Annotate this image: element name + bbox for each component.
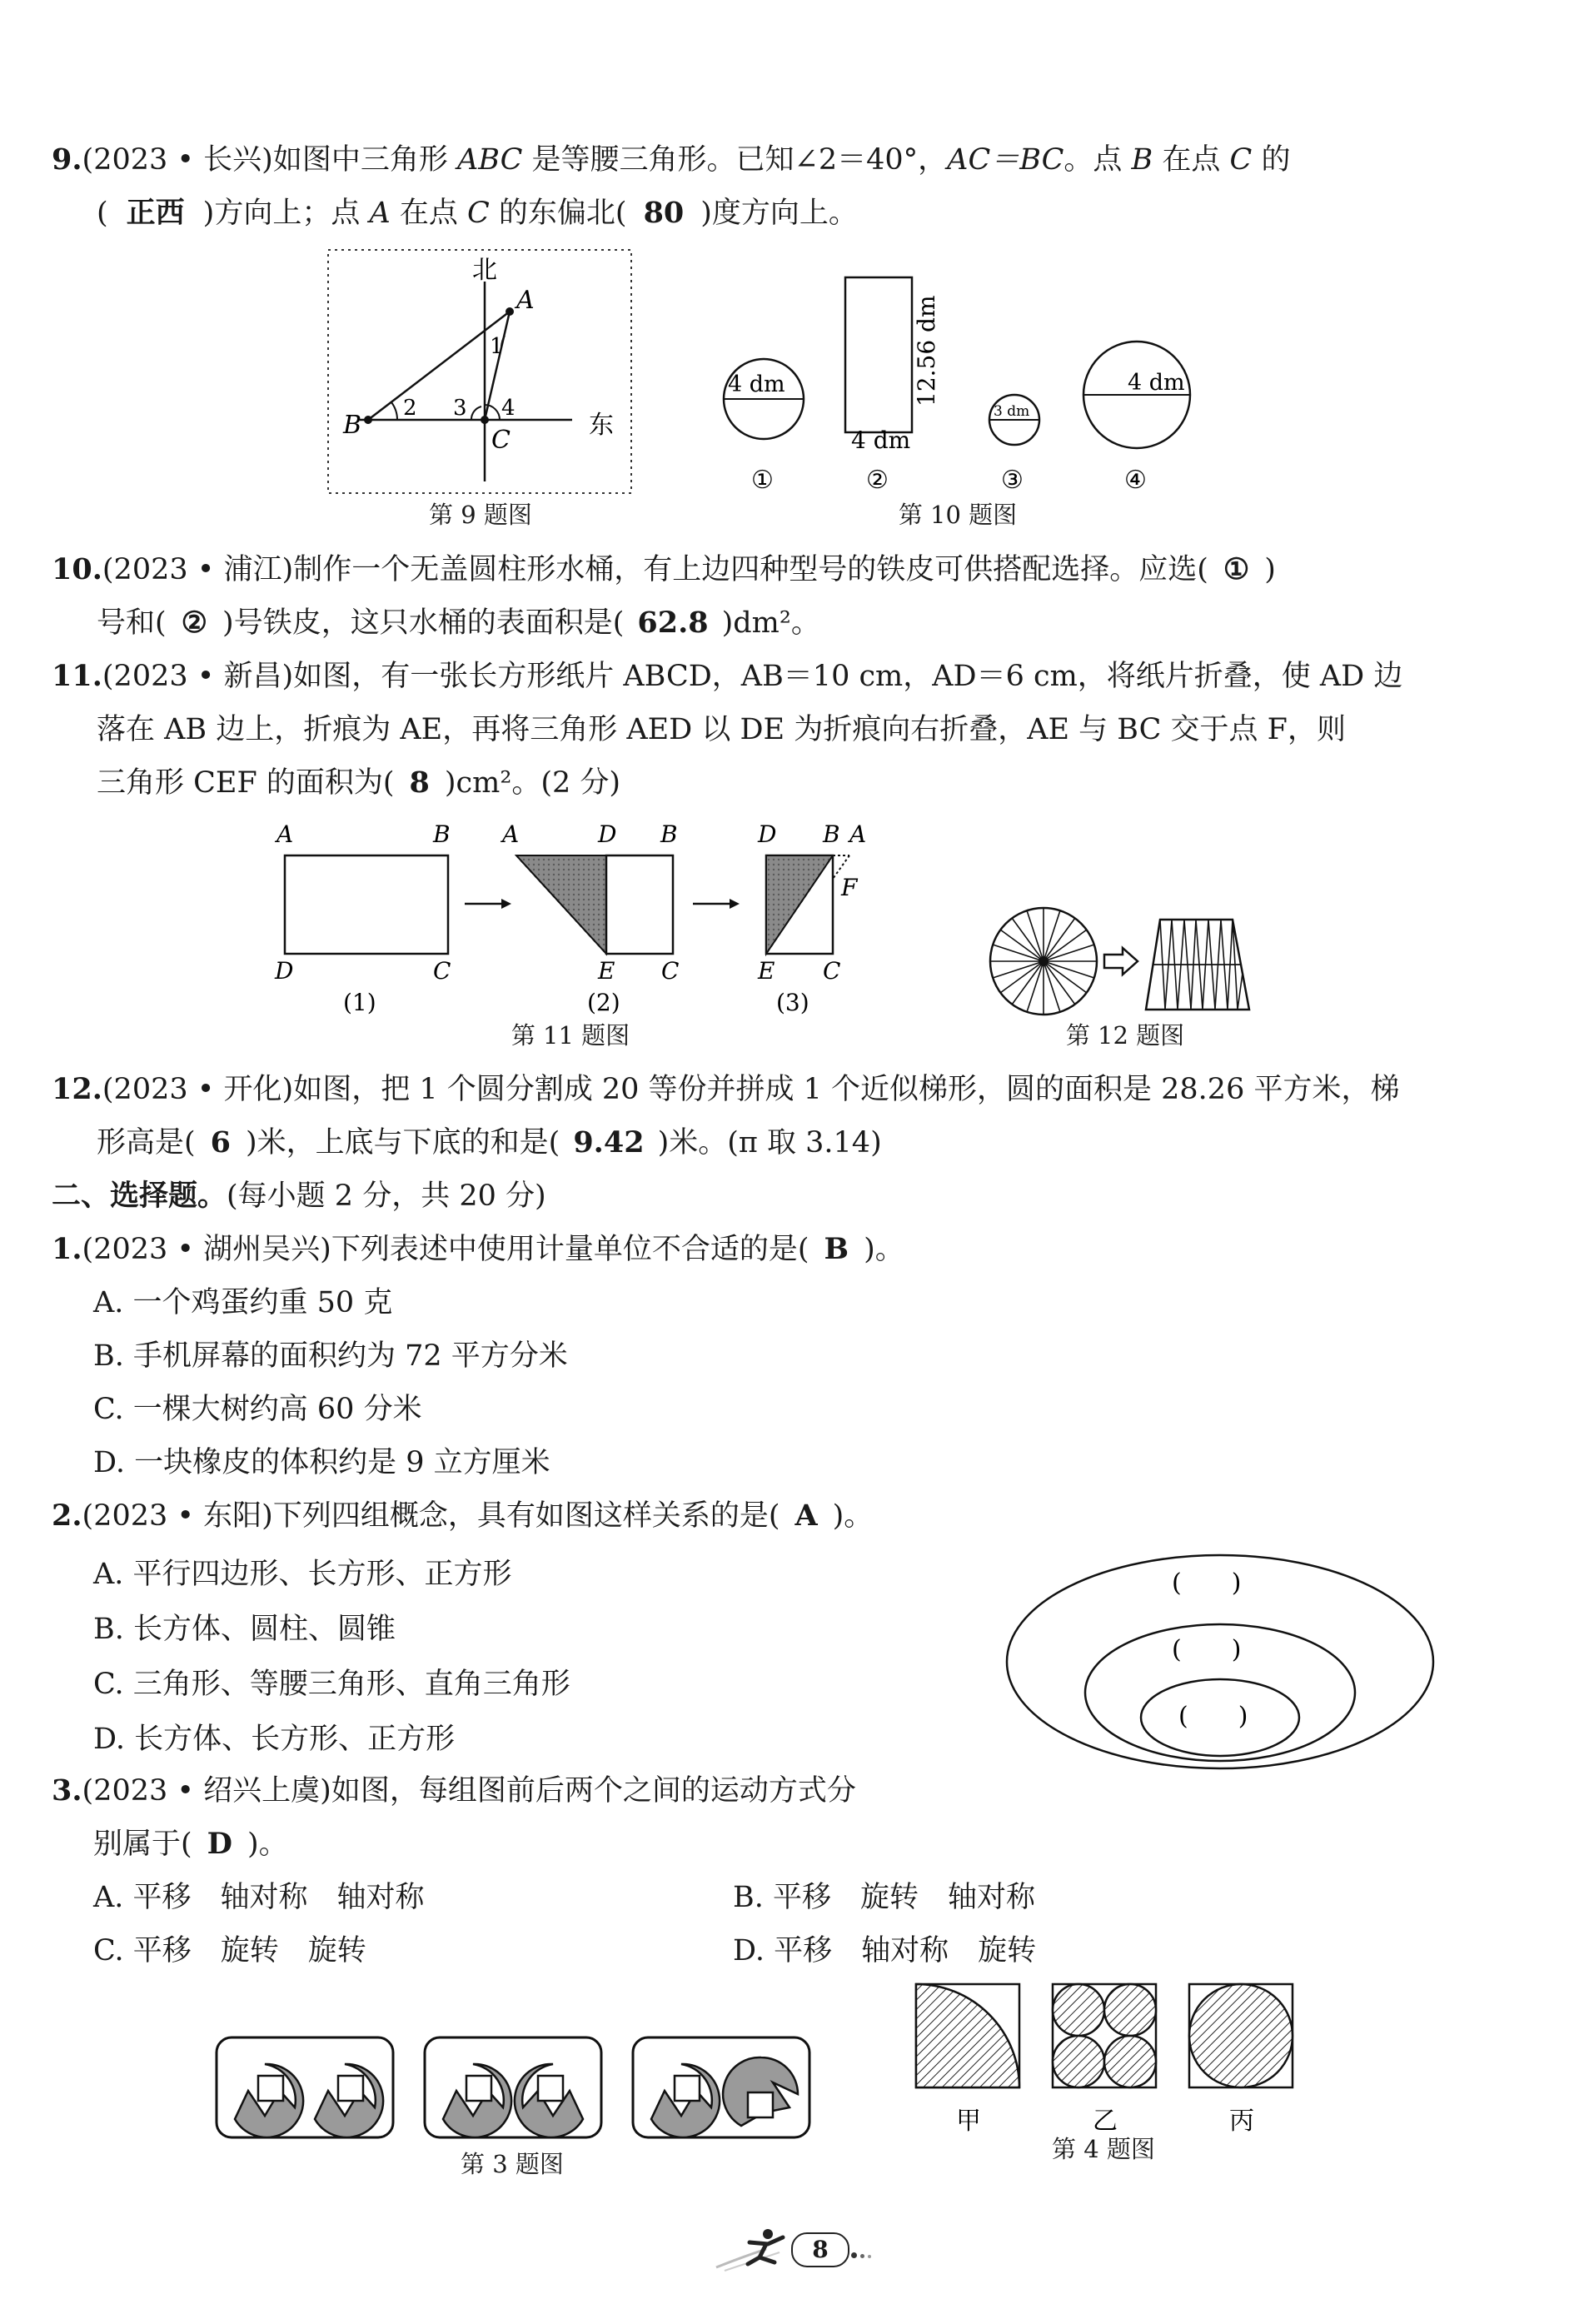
q11-s2-label-b: B bbox=[660, 820, 678, 848]
q9-point-a: A bbox=[369, 197, 391, 230]
q11-s1-label-a: A bbox=[276, 820, 294, 848]
q12-text: )米，上底与下底的和是( bbox=[246, 1126, 560, 1160]
section-2-heading bbox=[52, 1178, 546, 1214]
q11-s3-label-b: B bbox=[823, 820, 840, 848]
q10-num-4: ④ bbox=[1124, 466, 1147, 495]
q10-num-1: ① bbox=[751, 466, 774, 495]
q9-point-b: B bbox=[1131, 143, 1153, 177]
q9-dot-b bbox=[364, 416, 372, 424]
q11-arrowhead-2 bbox=[730, 899, 740, 909]
c3-option-b: B. 平移 旋转 轴对称 bbox=[733, 1881, 1035, 1914]
q9-dot-c bbox=[481, 416, 489, 424]
q11-s3-label-d: D bbox=[758, 820, 777, 848]
c3-stem-1 bbox=[52, 1773, 856, 1809]
q9-line-2 bbox=[97, 195, 858, 232]
q9-triangle: ABC bbox=[456, 143, 523, 177]
c3-group-3-shape-2 bbox=[723, 2057, 798, 2126]
q10-source: (2023 • 浦江) bbox=[102, 553, 294, 586]
c3-group-3-shape-1 bbox=[651, 2064, 720, 2137]
q12-number: 12. bbox=[52, 1072, 102, 1106]
q12-trapezoid bbox=[1146, 920, 1249, 1010]
q10-label-w2: 4 dm bbox=[851, 426, 911, 454]
c3-caption: 第 3 题图 bbox=[461, 2150, 564, 2178]
q11-figure bbox=[266, 812, 899, 1020]
c3-group-1-shape-1 bbox=[235, 2064, 303, 2137]
q11-answer: 8 bbox=[409, 766, 430, 800]
footer-page-badge bbox=[791, 2232, 849, 2267]
q9-label-c: C bbox=[491, 426, 511, 455]
fig4-label-yi: 乙 bbox=[1093, 2107, 1118, 2136]
q10-answer-3: 62.8 bbox=[637, 606, 709, 640]
fig4-shape-bing bbox=[1189, 1984, 1293, 2087]
q10-num-2: ② bbox=[866, 466, 889, 495]
q11-text: )cm²。(2 分) bbox=[444, 766, 621, 800]
q12-text: 形高是( bbox=[97, 1126, 196, 1160]
footer-dot bbox=[868, 2255, 871, 2258]
q11-number: 11. bbox=[52, 659, 102, 693]
q9-text: 如图中三角形 bbox=[272, 143, 457, 177]
q9-figure-frame bbox=[328, 250, 631, 493]
q10-answer-1: ① bbox=[1223, 552, 1250, 586]
c2-number: 2. bbox=[52, 1499, 82, 1533]
q11-s3-number: (3) bbox=[776, 989, 809, 1016]
q11-s1-label-c: C bbox=[433, 957, 451, 985]
c1-answer: B bbox=[824, 1232, 849, 1266]
q12-text: 如图，把 1 个圆分割成 20 等份并拼成 1 个近似梯形，圆的面积是 28.26 平方米，梯 bbox=[293, 1073, 1400, 1106]
q9-text: )度方向上。 bbox=[700, 197, 858, 230]
q11-s2-number: (2) bbox=[587, 989, 620, 1016]
q11-arrowhead-1 bbox=[501, 899, 511, 909]
q11-s2-rect bbox=[606, 855, 673, 954]
c2-text: 下列四组概念，具有如图这样关系的是( bbox=[272, 1499, 780, 1533]
q12-line-2 bbox=[97, 1125, 882, 1161]
q10-label-d4: 4 dm bbox=[1128, 370, 1185, 396]
fig4-shape-yi bbox=[1053, 1984, 1156, 2087]
q9-label-angle-4: 4 bbox=[501, 396, 516, 421]
q9-label-angle-3: 3 bbox=[453, 396, 467, 421]
q12-hollow-arrow-icon bbox=[1104, 948, 1138, 975]
fig4-label-jia: 甲 bbox=[956, 2107, 981, 2136]
footer-page-number: 8 bbox=[812, 2236, 829, 2263]
q9-point-c: C bbox=[467, 197, 490, 230]
q9-equation: AC＝BC bbox=[947, 143, 1064, 177]
q9-label-north: 北 bbox=[472, 256, 497, 285]
q9-dot-a bbox=[506, 307, 514, 316]
q10-figure bbox=[716, 265, 1199, 498]
q9-text: 。点 bbox=[1063, 143, 1132, 177]
c2-source: (2023 • 东阳) bbox=[82, 1499, 273, 1533]
c2-option-b: B. 长方体、圆柱、圆锥 bbox=[93, 1613, 396, 1646]
q9-text: 在点 bbox=[1153, 143, 1230, 177]
q11-s2-label-a: A bbox=[502, 820, 520, 848]
q10-rect-2 bbox=[845, 277, 912, 432]
q12-line-1 bbox=[52, 1071, 1399, 1108]
footer-dot bbox=[860, 2254, 864, 2258]
c3-answer: D bbox=[207, 1827, 233, 1861]
q11-s2-label-c: C bbox=[661, 957, 680, 985]
fig4-shape-jia bbox=[916, 1984, 1019, 2087]
c1-text: 下列表述中使用计量单位不合适的是( bbox=[331, 1233, 809, 1266]
c1-option-c: C. 一棵大树约高 60 分米 bbox=[93, 1393, 422, 1426]
q11-s1-label-b: B bbox=[433, 820, 451, 848]
q10-text: 号和( bbox=[97, 606, 167, 640]
q10-line-2 bbox=[97, 605, 820, 641]
c3-group-1-shape-2 bbox=[315, 2064, 383, 2137]
q11-s3-label-e: E bbox=[758, 957, 775, 985]
q9-label-a: A bbox=[516, 286, 535, 315]
q9-label-b: B bbox=[343, 411, 362, 440]
q9-label-east: 东 bbox=[589, 411, 614, 440]
q11-source: (2023 • 新昌) bbox=[102, 660, 294, 693]
q9-figure bbox=[326, 248, 635, 496]
c2-text: )。 bbox=[832, 1499, 874, 1533]
q9-caption: 第 9 题图 bbox=[429, 501, 532, 529]
q12-figure bbox=[988, 906, 1263, 1023]
q12-circle-sectors bbox=[990, 908, 1097, 1015]
c3-number: 3. bbox=[52, 1773, 82, 1808]
c3-figure bbox=[215, 2032, 814, 2149]
q11-s3-label-c: C bbox=[823, 957, 841, 985]
c2-blank-inner: ( ) bbox=[1178, 1702, 1248, 1731]
c2-option-c: C. 三角形、等腰三角形、直角三角形 bbox=[93, 1668, 570, 1701]
q9-text: 的 bbox=[1252, 143, 1291, 177]
q12-answer-2: 9.42 bbox=[573, 1125, 645, 1160]
q9-source: (2023 • 长兴) bbox=[82, 143, 273, 177]
q9-text: 在点 bbox=[390, 197, 467, 230]
c3-option-d: D. 平移 轴对称 旋转 bbox=[733, 1934, 1037, 1967]
footer-dot bbox=[851, 2252, 857, 2258]
q10-text: 制作一个无盖圆柱形水桶，有上边四种型号的铁皮可供搭配选择。应选( bbox=[293, 553, 1208, 586]
q10-label-d3: 3 dm bbox=[994, 403, 1030, 420]
q11-caption: 第 11 题图 bbox=[511, 1021, 630, 1050]
q11-s3-label-a: A bbox=[849, 820, 867, 848]
c3-text: 如图，每组图前后两个之间的运动方式分 bbox=[331, 1774, 856, 1808]
c1-stem bbox=[52, 1231, 904, 1268]
q10-text: ) bbox=[1264, 553, 1276, 586]
c1-source: (2023 • 湖州吴兴) bbox=[82, 1233, 331, 1266]
footer-runner-icon bbox=[708, 2224, 799, 2274]
q10-text: )号铁皮，这只水桶的表面积是( bbox=[222, 606, 625, 640]
q12-answer-1: 6 bbox=[210, 1125, 232, 1160]
q11-rect-step-1 bbox=[285, 855, 448, 954]
q9-text: 是等腰三角形。已知∠2＝40°， bbox=[522, 143, 948, 177]
q9-point-c: C bbox=[1229, 143, 1253, 177]
q10-text: )dm²。 bbox=[721, 606, 820, 640]
c1-text: )。 bbox=[864, 1233, 904, 1266]
q11-line-1 bbox=[52, 658, 1402, 695]
q9-text: )方向上；点 bbox=[202, 197, 370, 230]
q9-label-angle-2: 2 bbox=[403, 396, 417, 421]
q11-line-3 bbox=[97, 765, 620, 801]
q9-number: 9. bbox=[52, 142, 82, 177]
q10-line-1 bbox=[52, 551, 1276, 588]
q10-label-h2: 12.56 dm bbox=[913, 295, 940, 406]
c3-group-2-shape-1 bbox=[443, 2064, 511, 2137]
q10-number: 10. bbox=[52, 552, 102, 586]
q9-text: 的东偏北( bbox=[489, 197, 627, 230]
fig4-caption: 第 4 题图 bbox=[1052, 2135, 1155, 2163]
c2-option-d: D. 长方体、长方形、正方形 bbox=[93, 1723, 456, 1756]
c1-option-d: D. 一块橡皮的体积约是 9 立方厘米 bbox=[93, 1446, 550, 1479]
q9-angle-arc-3 bbox=[471, 406, 481, 420]
c3-option-c: C. 平移 旋转 旋转 bbox=[93, 1934, 366, 1967]
c3-source: (2023 • 绍兴上虞) bbox=[82, 1774, 331, 1808]
c1-number: 1. bbox=[52, 1232, 82, 1266]
footer-dots bbox=[851, 2246, 871, 2262]
q10-answer-2: ② bbox=[181, 606, 208, 640]
q9-angle-arc-2 bbox=[391, 402, 397, 420]
q9-text: ( bbox=[97, 197, 108, 230]
section-2-title: 二、选择题。 bbox=[52, 1179, 227, 1213]
q9-label-angle-1: 1 bbox=[490, 334, 504, 359]
c2-venn-figure bbox=[1004, 1551, 1437, 1773]
q10-caption: 第 10 题图 bbox=[898, 501, 1018, 529]
q11-line-2: 落在 AB 边上，折痕为 AE，再将三角形 AED 以 DE 为折痕向右折叠，AE 与 BC 交于点 F，则 bbox=[97, 713, 1346, 746]
q9-answer-1: 正西 bbox=[126, 196, 185, 230]
c3-option-a: A. 平移 轴对称 轴对称 bbox=[93, 1881, 425, 1914]
q12-text: )米。(π 取 3.14) bbox=[657, 1126, 882, 1160]
c2-blank-outer: ( ) bbox=[1172, 1568, 1242, 1598]
q11-s2-shaded-triangle bbox=[516, 855, 606, 954]
c3-text: 别属于( bbox=[93, 1828, 192, 1861]
q12-source: (2023 • 开化) bbox=[102, 1073, 294, 1106]
c1-option-b: B. 手机屏幕的面积约为 72 平方分米 bbox=[93, 1339, 568, 1373]
section-2-note: (每小题 2 分，共 20 分) bbox=[227, 1179, 546, 1213]
q10-label-d1: 4 dm bbox=[728, 372, 785, 397]
q9-answer-2: 80 bbox=[643, 196, 685, 230]
c3-text: )。 bbox=[247, 1828, 288, 1861]
q11-s1-number: (1) bbox=[343, 989, 376, 1016]
q10-num-3: ③ bbox=[1001, 466, 1024, 495]
c2-answer: A bbox=[794, 1499, 818, 1533]
q11-s2-label-e: E bbox=[598, 957, 615, 985]
c3-stem-2 bbox=[93, 1826, 288, 1863]
q11-s1-label-d: D bbox=[275, 957, 294, 985]
c2-stem bbox=[52, 1498, 873, 1534]
q9-line-1 bbox=[52, 142, 1290, 178]
q11-s3-label-f: F bbox=[841, 874, 858, 901]
q12-caption: 第 12 题图 bbox=[1065, 1021, 1185, 1050]
c3-group-2-shape-2 bbox=[515, 2064, 583, 2137]
c2-blank-middle: ( ) bbox=[1172, 1635, 1242, 1664]
c2-option-a: A. 平行四边形、长方形、正方形 bbox=[93, 1558, 512, 1591]
q11-s2-label-d: D bbox=[598, 820, 617, 848]
q11-text: 三角形 CEF 的面积为( bbox=[97, 766, 395, 800]
c1-option-a: A. 一个鸡蛋约重 50 克 bbox=[93, 1286, 393, 1319]
q11-text: 如图，有一张长方形纸片 ABCD，AB＝10 cm，AD＝6 cm，将纸片折叠，使 AD 边 bbox=[293, 660, 1403, 693]
fig4-label-bing: 丙 bbox=[1229, 2107, 1254, 2136]
